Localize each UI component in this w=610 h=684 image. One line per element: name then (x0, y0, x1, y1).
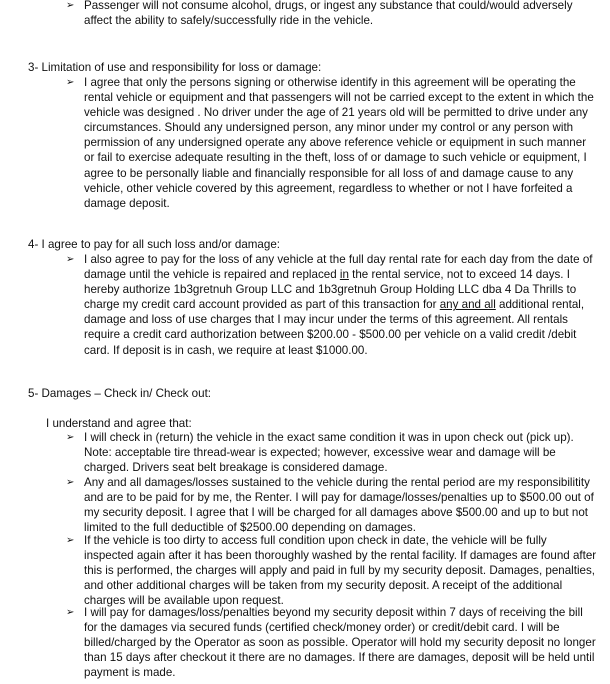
section-3-heading: 3- Limitation of use and responsibility for loss or damage: (28, 61, 322, 74)
underlined-in: in (339, 268, 349, 282)
bullet-text: I will check in (return) the vehicle in the exact same condition it was in upon check out (pick up). Note: acceptable tire thread-wear is expected; however, excessive wear and damage will be charged. Drivers seat belt breakage is considered damage. (84, 431, 574, 475)
bullet-text-a: I also agree to pay for the loss of any vehicle at the full day rental rate for each day from the date of damage until the vehicle is repaired and replaced (84, 253, 593, 282)
section-4-heading: 4- I agree to pay for all such loss and/or damage: (28, 238, 280, 251)
bullet-text: Passenger will not consume alcohol, drugs, or ingest any substance that could/would adversely affect the ability to safely/successfully ride in the vehicle. (84, 0, 573, 28)
bullet-text: I will pay for damages/loss/penalties beyond my security deposit within 7 days of receiving the bill for the damages via secured funds (certified check/money order) or credit/debit card. I will be billed/charged by the Operator as soon as possible. Operator will hold my security deposit no longer than 15 days after checkout it there are no damages. If there are damages, deposit will be held until payment is made. (84, 606, 596, 680)
bullet-arrow-icon: ➢ (66, 0, 75, 11)
passenger-bullet (66, 0, 598, 28)
section-5-intro: I understand and agree that: (46, 417, 192, 430)
bullet-text-c: additional rental, damage and loss of use charges that I may incur under the terms of this agreement. All rentals require a credit card authorization between $200.00 - $500.00 per vehicle on a valid credit /debit card. If deposit is in cash, we require at least $1000.00. (84, 298, 585, 357)
section-5-bullet-3 (66, 533, 598, 608)
underlined-any-and-all: any and all (439, 298, 496, 312)
section-5-heading: 5- Damages – Check in/ Check out: (28, 387, 212, 400)
bullet-arrow-icon: ➢ (66, 254, 75, 265)
section-5-bullet-2 (66, 475, 598, 535)
section-4-bullet (66, 252, 598, 358)
bullet-arrow-icon: ➢ (66, 432, 75, 443)
bullet-text: I agree that only the persons signing or otherwise identify in this agreement will be operating the rental vehicle or equipment and that passengers will not be carried except to the extent in which the vehicle was designed . No driver under the age of 21 years old will be permitted to drive under any circumstances. Should any undersigned person, any minor under my control or any person with permission of any undersigned operate any above reference vehicle or equipment in such manner or fail to exercise adequate resulting in the theft, loss of or damage to such vehicle or equipment, I agree to be personally liable and financially responsible for all loss of and damage cause to any vehicle, other vehicle covered by this agreement, regardless to whether or not I have forfeited a damage deposit. (84, 76, 594, 210)
bullet-arrow-icon: ➢ (66, 477, 75, 488)
section-5-bullet-4 (66, 605, 598, 680)
bullet-arrow-icon: ➢ (66, 77, 75, 88)
section-5-bullet-1 (66, 430, 598, 475)
bullet-arrow-icon: ➢ (66, 535, 75, 546)
bullet-text-b: the rental service, not to exceed 14 days. I hereby authorize 1b3gretnuh Group LLC and 1b3gretnuh Group Holding LLC dba 4 Da Thrills to charge my credit card account provided as part of this transaction for (84, 268, 577, 312)
section-3-bullet (66, 75, 598, 211)
bullet-text: If the vehicle is too dirty to access full condition upon check in date, the vehicle will be fully inspected again after it has been thoroughly washed by the rental facility. If damages are found after this is performed, the charges will apply and paid in full by my security deposit. Damages, penalties, and other additional charges will be taken from my security deposit. A receipt of the additional charges will be available upon request. (84, 534, 597, 608)
bullet-text: Any and all damages/losses sustained to the vehicle during the rental period are my responsibilitity and are to be paid for by me, the Renter. I will pay for damage/losses/penalties up to $500.00 out of my security deposit. I agree that I will be charged for all damages above $500.00 and up to but not limited to the full deductible of $2500.00 depending on damages. (84, 476, 594, 535)
bullet-arrow-icon: ➢ (66, 607, 75, 618)
